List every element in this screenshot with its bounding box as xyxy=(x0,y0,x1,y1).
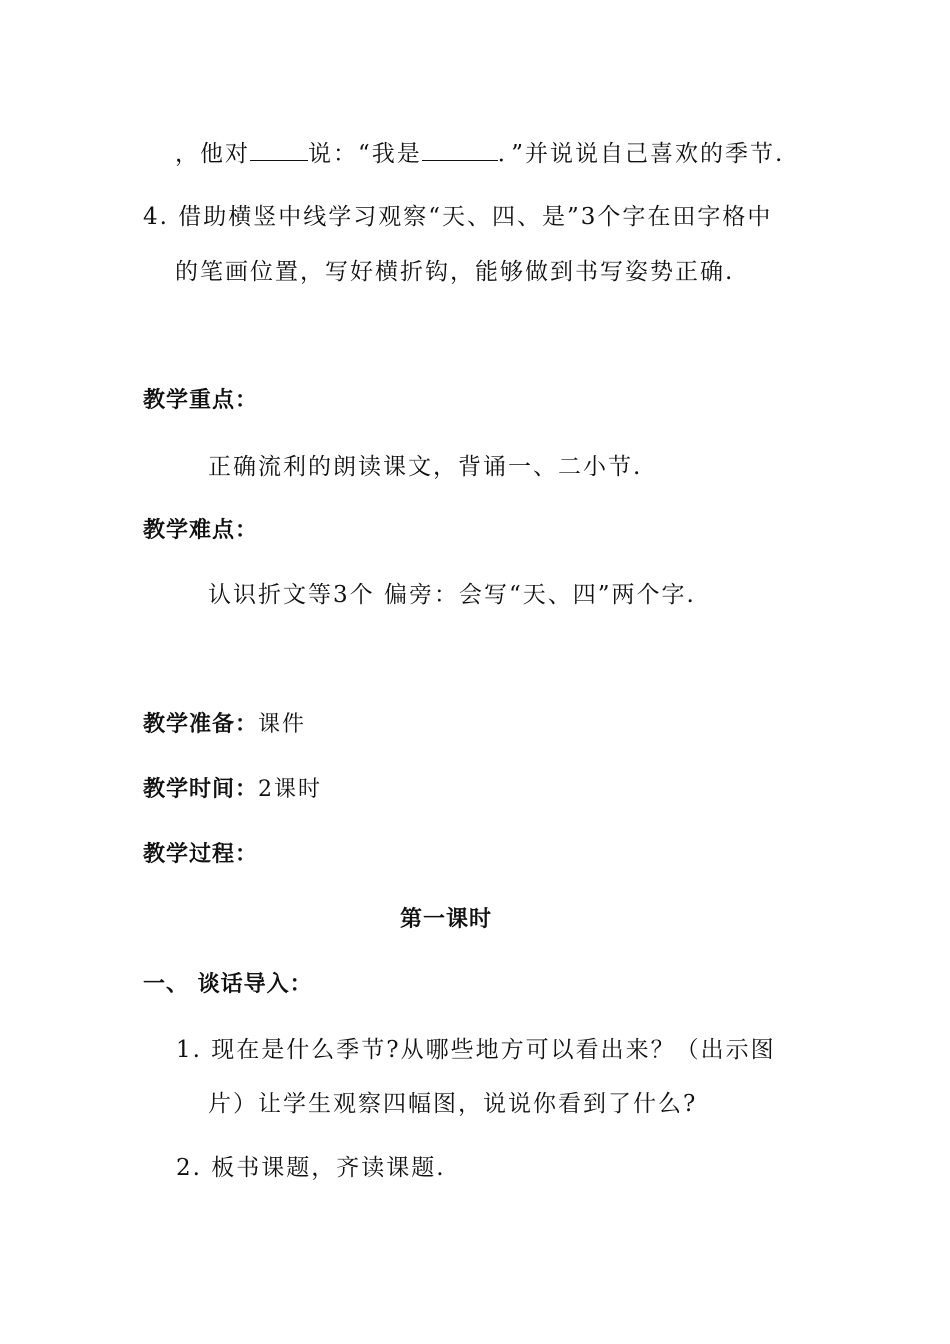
objective-4-line-2: 的笔画位置，写好横折钩，能够做到书写姿势正确. xyxy=(175,259,735,285)
preparation-row xyxy=(143,710,306,740)
objective-4-line-1: 4. 借助横竖中线学习观察“天、四、是”3个字在田字格中 xyxy=(143,204,773,230)
difficulties-text: 认识折文等3个 偏旁：会写“天、四”两个字. xyxy=(208,582,696,608)
section-1-heading: 一、 谈话导入： xyxy=(143,972,313,997)
section-1-item-1-line-1: 1. 现在是什么季节?从哪些地方可以看出来？（出示图 xyxy=(176,1037,776,1063)
key-points-text: 正确流利的朗读课文，背诵一、二小节. xyxy=(208,454,643,480)
fill-blank-2 xyxy=(422,138,498,161)
objective-3-text-c: ．”并说说自己喜欢的季节. xyxy=(497,141,785,167)
key-points-heading: 教学重点： xyxy=(143,388,259,413)
time-heading: 教学时间： xyxy=(143,777,259,802)
preparation-value: 课件 xyxy=(258,712,307,737)
process-heading: 教学过程： xyxy=(143,842,259,867)
fill-blank-1 xyxy=(250,138,308,161)
lesson-title: 第一课时 xyxy=(400,907,493,932)
objective-3-text-b: 说：“我是 xyxy=(308,141,422,167)
section-1-item-2: 2. 板书课题，齐读课题. xyxy=(176,1155,446,1181)
time-row xyxy=(143,775,322,805)
difficulties-heading: 教学难点： xyxy=(143,518,259,543)
objective-3-text-a: ，他对 xyxy=(175,141,250,167)
section-1-item-1-line-2: 片）让学生观察四幅图，说说你看到了什么? xyxy=(208,1091,698,1117)
objective-3-continuation xyxy=(175,138,784,169)
preparation-heading: 教学准备： xyxy=(143,712,259,737)
time-value: 2课时 xyxy=(258,777,323,802)
